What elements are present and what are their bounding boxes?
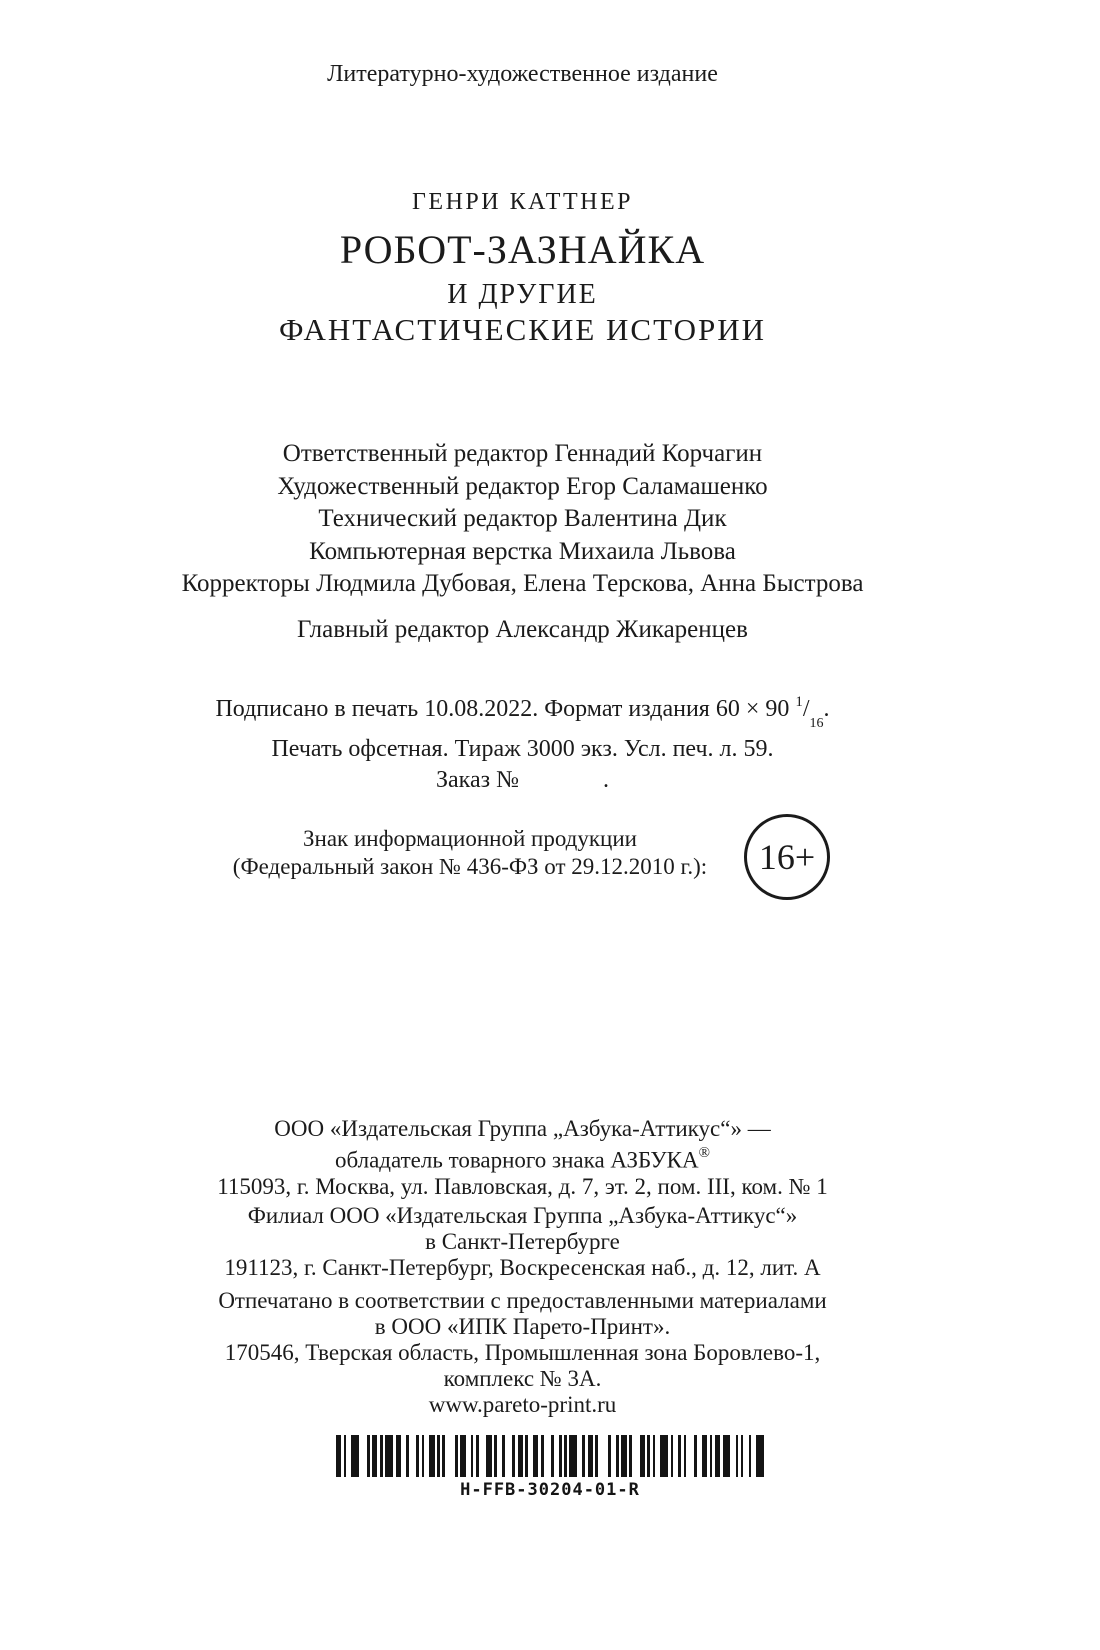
format-text: Подписано в печать 10.08.2022. Формат издания 60 × 90: [215, 696, 796, 722]
staff-line-technical-editor: Технический редактор Валентина Дик: [318, 505, 727, 532]
format-text-suffix: .: [823, 696, 830, 722]
book-author: ГЕНРИ КАТТНЕР: [412, 189, 633, 215]
print-run-info: [0, 688, 1045, 796]
fraction-numerator: 1: [795, 694, 803, 710]
staff-line-layout: Компьютерная верстка Михаила Львова: [309, 537, 736, 565]
age-rating-badge: 16+: [744, 814, 830, 900]
registered-trademark-sign: ®: [698, 1145, 711, 1161]
staff-line-proofreaders: Корректоры Людмила Дубовая, Елена Терскова, Анна Быстрова: [181, 570, 864, 597]
staff-line-responsible-editor: Ответственный редактор Геннадий Корчагин: [282, 440, 763, 467]
edition-type-label: Литературно-художественное издание: [327, 61, 718, 87]
staff-credits: [0, 438, 1045, 601]
publisher-branch-info: [0, 1203, 1045, 1281]
chief-editor-line: Главный редактор Александр Жикаренцев: [297, 616, 748, 643]
book-subtitle-line2: ФАНТАСТИЧЕСКИЕ ИСТОРИИ: [278, 312, 767, 347]
printer-name-line: в ООО «ИПК Парето-Принт».: [374, 1314, 671, 1339]
printer-address-line1: 170546, Тверская область, Промышленная зона Боровлево-1,: [224, 1340, 821, 1365]
publisher-name-line: ООО «Издательская Группа „Азбука-Аттикус“» —: [274, 1116, 771, 1141]
publisher-address-line: 115093, г. Москва, ул. Павловская, д. 7, эт. 2, пом. III, ком. № 1: [217, 1173, 828, 1199]
printer-info: [0, 1288, 1045, 1418]
printer-address-line2: комплекс № 3А.: [443, 1366, 602, 1391]
book-title: РОБОТ-ЗАЗНАЙКА: [339, 227, 706, 272]
fraction-slash: /: [802, 696, 810, 722]
print-info-line-format: [0, 688, 1045, 734]
branch-name-line: Филиал ООО «Издательская Группа „Азбука-Аттикус“»: [247, 1203, 798, 1228]
publisher-info: [0, 1116, 1045, 1200]
age-mark-caption-line1: Знак информационной продукции: [303, 826, 637, 851]
printer-website: www.pareto-print.ru: [428, 1392, 617, 1417]
trademark-text: обладатель товарного знака АЗБУКА: [334, 1147, 699, 1173]
barcode-bars: [0, 1435, 1100, 1477]
print-info-line-order: Заказ № .: [435, 766, 609, 793]
age-mark-caption: [150, 825, 790, 881]
book-subtitle-line1: И ДРУГИЕ: [447, 279, 598, 310]
fraction-denominator: 16: [809, 715, 824, 731]
print-info-line-tirazh: Печать офсетная. Тираж 3000 экз. Усл. печ. л. 59.: [271, 735, 774, 762]
trademark-line: [0, 1142, 1045, 1174]
branch-address-line: 191123, г. Санкт-Петербург, Воскресенская наб., д. 12, лит. А: [224, 1255, 821, 1280]
printed-by-line: Отпечатано в соответствии с предоставленными материалами: [218, 1288, 827, 1313]
staff-line-art-editor: Художественный редактор Егор Саламашенко: [277, 472, 768, 500]
branch-city-line: в Санкт-Петербурге: [425, 1229, 620, 1254]
age-mark-caption-line2: (Федеральный закон № 436-ФЗ от 29.12.2010 г.):: [232, 854, 708, 879]
barcode-label: H-FFB-30204-01-R: [460, 1480, 640, 1500]
barcode: [0, 1435, 1100, 1500]
